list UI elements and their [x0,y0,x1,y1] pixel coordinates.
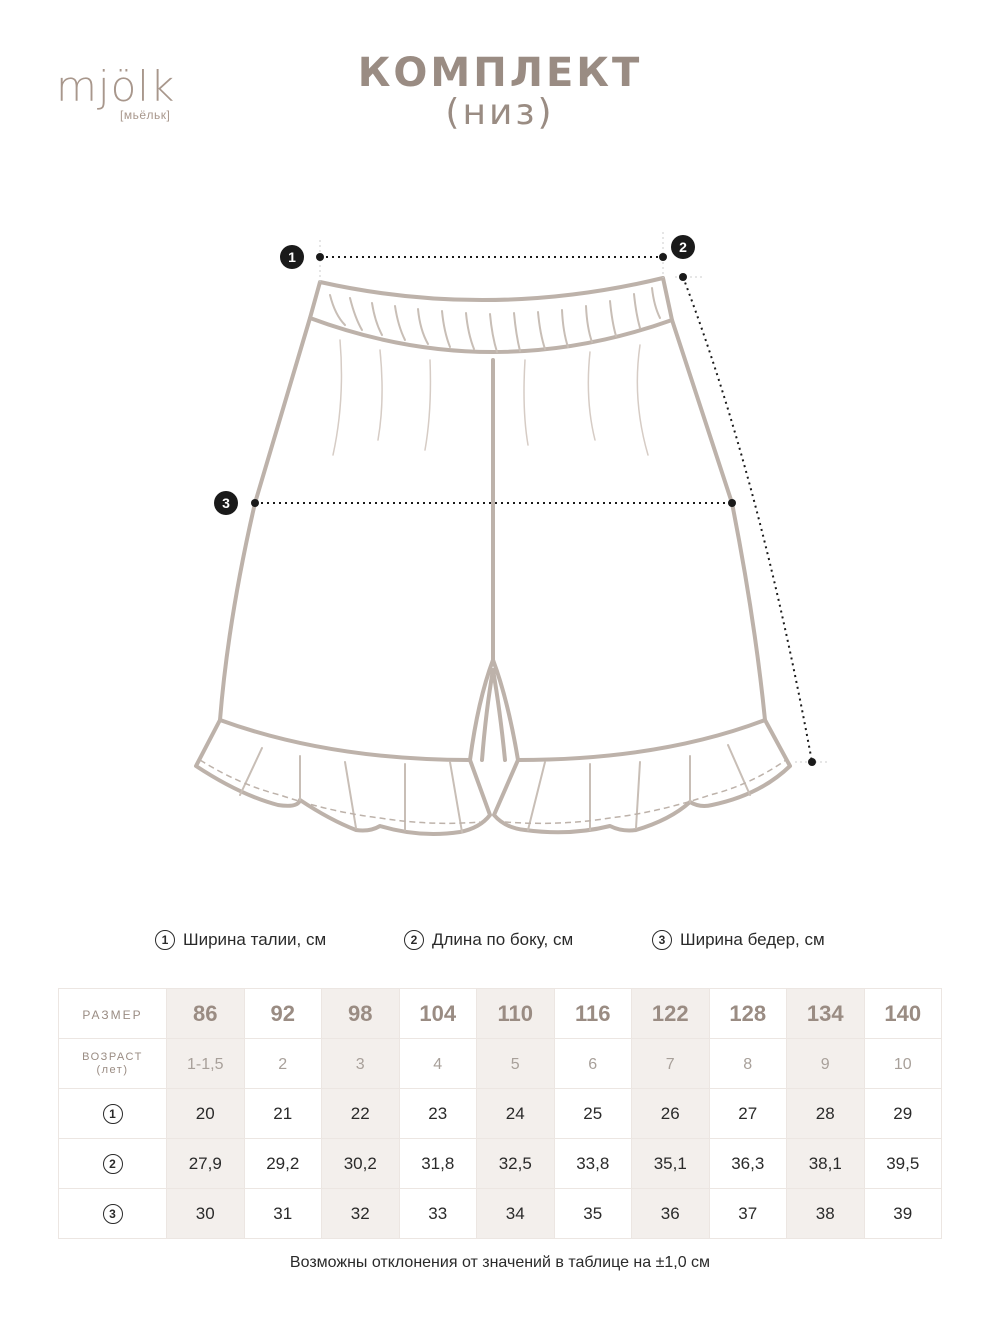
value-cell: 32 [322,1189,400,1239]
body-gathers [333,340,648,455]
value-cell: 35 [554,1189,632,1239]
size-row [59,989,942,1039]
size-cell: 92 [244,989,322,1039]
legend-label: Ширина бедер, см [680,930,825,949]
age-cell: 1-1,5 [167,1039,245,1089]
value-cell: 30 [167,1189,245,1239]
value-cell: 31,8 [399,1139,477,1189]
age-cell: 4 [399,1039,477,1089]
hem-line-right [518,720,765,760]
value-cell: 29 [864,1089,942,1139]
measure-row-waist [59,1089,942,1139]
age-cell: 6 [554,1039,632,1089]
size-label: РАЗМЕР [82,1007,143,1022]
marker-3-label: 3 [222,495,230,511]
size-cell: 104 [399,989,477,1039]
value-cell: 36 [632,1189,710,1239]
row-header-2: 2 [59,1139,167,1189]
value-cell: 24 [477,1089,555,1139]
ruffle-left [196,720,490,834]
size-cell: 140 [864,989,942,1039]
ruffle-right [494,720,790,832]
left-leg-outline [220,318,310,720]
row-header-1: 1 [59,1089,167,1139]
value-cell: 26 [632,1089,710,1139]
marker-1 [280,245,304,269]
value-cell: 20 [167,1089,245,1139]
value-cell: 23 [399,1089,477,1139]
marker-2-label: 2 [679,239,687,255]
row-header-age [59,1039,167,1089]
marker-1-label: 1 [288,249,296,265]
value-cell: 27 [709,1089,787,1139]
age-row [59,1039,942,1089]
marker-2 [671,235,695,259]
value-cell: 39,5 [864,1139,942,1189]
marker-3 [214,491,238,515]
value-cell: 25 [554,1089,632,1139]
brand-name: mjölk [56,62,176,111]
age-cell: 7 [632,1039,710,1089]
legend-item-hips [652,930,825,950]
row-header-size [59,989,167,1039]
value-cell: 33 [399,1189,477,1239]
measure-row-hips [59,1189,942,1239]
tolerance-footnote: Возможны отклонения от значений в таблице на ±1,0 см [289,1254,711,1271]
legend-label: Длина по боку, см [432,930,574,949]
crotch-split [470,660,518,760]
age-cell: 2 [244,1039,322,1089]
hem-line-left [220,720,470,760]
dimension-2-line [683,277,812,762]
value-cell: 21 [244,1089,322,1139]
brand-transliteration: [мьёльк] [120,108,171,122]
age-cell: 8 [709,1039,787,1089]
size-cell: 98 [322,989,400,1039]
age-label: ВОЗРАСТ [82,1050,143,1063]
waistband-gathers [330,288,660,352]
value-cell: 36,3 [709,1139,787,1189]
value-cell: 32,5 [477,1139,555,1189]
legend-number: 3 [652,930,672,950]
row-header-3: 3 [59,1189,167,1239]
value-cell: 38,1 [787,1139,865,1189]
measure-row-length [59,1139,942,1189]
size-table [58,988,942,1239]
value-cell: 38 [787,1189,865,1239]
value-cell: 22 [322,1089,400,1139]
value-cell: 34 [477,1189,555,1239]
value-cell: 39 [864,1189,942,1239]
value-cell: 30,2 [322,1139,400,1189]
value-cell: 31 [244,1189,322,1239]
measurement-legend [0,930,1000,960]
legend-number: 2 [404,930,424,950]
value-cell: 37 [709,1189,787,1239]
age-cell: 9 [787,1039,865,1089]
legend-item-length [404,930,573,950]
size-cell: 110 [477,989,555,1039]
dimension-lines [255,257,812,762]
value-cell: 28 [787,1089,865,1139]
size-cell: 128 [709,989,787,1039]
size-cell: 122 [632,989,710,1039]
age-cell: 10 [864,1039,942,1089]
value-cell: 27,9 [167,1139,245,1189]
age-cell: 3 [322,1039,400,1089]
size-cell: 116 [554,989,632,1039]
value-cell: 29,2 [244,1139,322,1189]
age-unit: (лет) [96,1063,129,1076]
size-cell: 86 [167,989,245,1039]
legend-item-waist [155,930,326,950]
value-cell: 33,8 [554,1139,632,1189]
size-cell: 134 [787,989,865,1039]
page-subtitle: (низ) [445,92,555,133]
age-cell: 5 [477,1039,555,1089]
value-cell: 35,1 [632,1139,710,1189]
page-title: КОМПЛЕКТ [357,50,643,96]
legend-label: Ширина талии, см [183,930,327,949]
legend-number: 1 [155,930,175,950]
